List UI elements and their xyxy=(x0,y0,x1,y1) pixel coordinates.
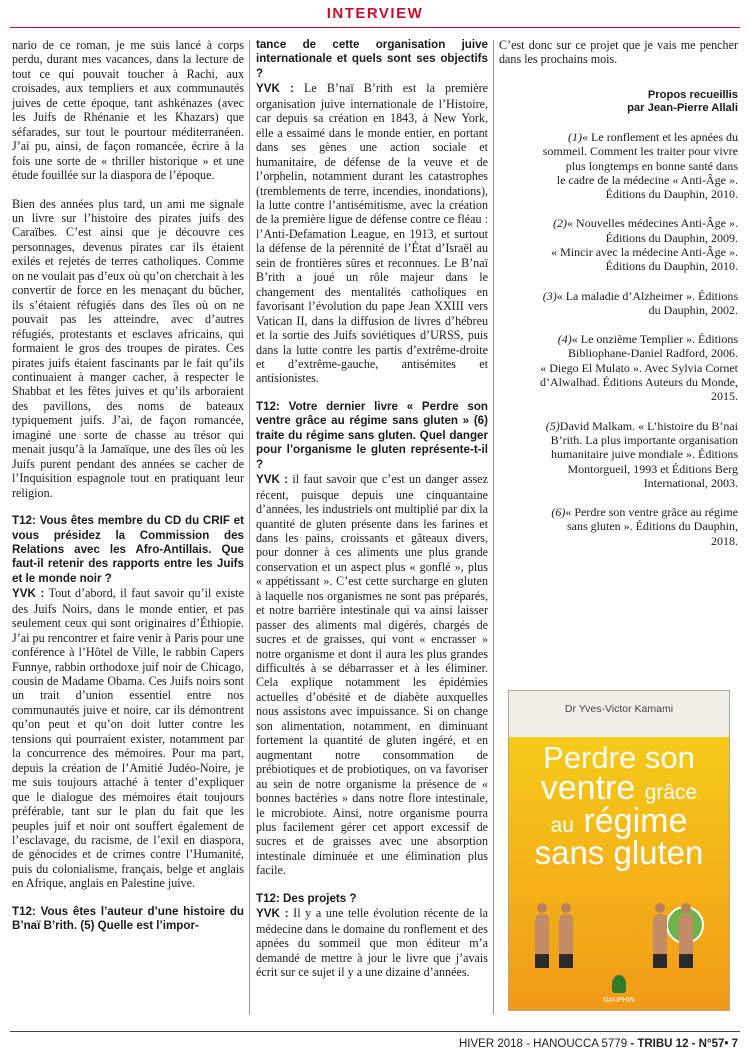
column-divider-2 xyxy=(493,40,494,1015)
reference-number: (2) xyxy=(553,216,568,231)
footer-magazine: - TRIBU 12 - N°57• 7 xyxy=(630,1038,738,1050)
footer-issue: HIVER 2018 - HANOUCCA 5779 xyxy=(459,1038,628,1050)
question: T12: Vous êtes l’auteur d’une histoire du B’naï B’rith. (5) Quelle est l’impor- xyxy=(12,904,244,933)
reference-line: Montorgueil, 1993 et Éditions Berg xyxy=(567,461,738,476)
reference-line: « La maladie d’Alzheimer ». Éditions xyxy=(556,288,738,303)
cover-title-word: grâce xyxy=(644,781,698,805)
footer-rule xyxy=(10,1031,740,1032)
speaker-label: YVK : xyxy=(256,473,289,487)
question: T12: Votre dernier livre « Perdre son ventre grâce au régime sans gluten » (6) traite du régime sans gluten. Quel danger pour l’organisme le gluten représente-t-il ? xyxy=(256,399,488,471)
book-cover-image xyxy=(509,691,729,1010)
reference-line: le cadre de la médecine « Anti-Âge ». xyxy=(556,172,738,187)
reference-line: « Nouvelles médecines Anti-Âge ». xyxy=(567,216,738,231)
cover-publisher: DAUPHIN xyxy=(603,997,635,1004)
reference-number: (3) xyxy=(542,288,557,303)
reference-line: « Diego El Mulato ». Avec Sylvia Cornet xyxy=(540,360,738,375)
reference-line: 2018. xyxy=(711,533,738,548)
cover-title-word: ventre xyxy=(540,769,636,808)
answer-text: Le B’naï B’rith est la première organisation juive internationale de l’Histoire, car depuis sa création en 1843, à New York, elle a essaimé dans le monde entier, en portant dans ses gènes une action sociale et humanitaire, de défense de la veuve et de l’orphelin, notamment durant les catastrophes (tremblements de terre, incendies, inondations), la lutte contre l’antisémitisme, avec la création de la première ligue de défense contre ce fléau : l’Anti-Defamation League, en 1913, et surtout la défense de la pérennité de l’État d’Israël au sein de frontières sûres et reconnues. Le B’naï B’rith a joué un rôle majeur dans le changement des mentalités catholiques en favorisant l’évolution du pape Jean XXIII vers Vatican II, dans la diffusion de livres d’hébreu et la sortie des Juifs soviétiques d’URSS, puis dans la lutte contre les partis d’extrême-droite et d’extrême-gauche, antisémites et antisionistes. xyxy=(256,81,489,386)
section-label: INTERVIEW xyxy=(326,5,424,22)
reference-line: B’rith. La plus importante organisation xyxy=(550,432,738,447)
answer xyxy=(256,81,488,386)
reference-first-line xyxy=(499,216,738,230)
header-rule xyxy=(10,27,740,28)
reference-note xyxy=(499,332,738,403)
paragraph: nario de ce roman, je me suis lancé à corps perdu, durant mes vacances, dans la lecture de tout ce qui pouvait toucher à Rachi, aux croisades, aux templiers et aux communautés juives de cette époque, tant ashkénazes (avec les Juifs de Rhénanie et les Khazars) que séfarades, sur tout le pourtour méditerranéen. J’ai pu, ainsi, de façon romancée, écrire à la fois une sorte de « thriller historique » et une étude fouillée sur la diaspora de l’époque. xyxy=(12,38,244,183)
reference-line: Éditions du Dauphin, 2010. xyxy=(605,259,738,274)
reference-note xyxy=(499,505,738,548)
column-3 xyxy=(499,38,738,563)
answer-text: Tout d’abord, il faut savoir qu’il existe des Juifs Noirs, dans le monde entier, et pas seulement ceux qui sont originaires d’Éthiopie. J’ai pu rencontrer et faire venir à Paris pour une conférence à l’Hôtel de Ville, le rabbin Capers Funnye, rabbin orthodoxe juif noir de Chicago, cousin de Madame Obama. Ces Juifs noirs sont un trait d’union essentiel entre nos communautés juive et noire, car ils démontrent qu’on peut et qu’on doit lutter contre les tensions qui pourraient exister, notamment par la concurrence des mémoires. Pour ma part, depuis la création de l’Amitié Judéo-Noire, je me suis toujours attaché à tenter d’expliquer que le dialogue des mémoires était toujours préférable, tant sur le plan du fait que les peuples juif et noir ont souffert également de l’esclavage, du racisme, de l’exil en diaspora, de génocides et de crimes contre l’Humanité, puis du colonialisme, français, belge et anglais en Afrique, anglais en Palestine juive. xyxy=(12,586,244,891)
person-figure-icon xyxy=(531,903,553,968)
interview-credit xyxy=(499,89,738,116)
reference-number: (4) xyxy=(557,332,572,347)
answer xyxy=(256,472,488,878)
column-2 xyxy=(256,38,488,980)
reference-note xyxy=(499,130,738,201)
reference-number: (6) xyxy=(551,505,566,520)
credit-line: Propos recueillis xyxy=(647,88,738,101)
question: T12: Des projets ? xyxy=(256,891,357,905)
speaker-label: YVK : xyxy=(12,587,45,601)
reference-first-line xyxy=(499,419,738,433)
reference-line: Éditions du Dauphin, 2009. xyxy=(605,230,738,245)
reference-line: sans gluten ». Éditions du Dauphin, xyxy=(567,519,738,534)
reference-line: « Le onzième Templier ». Éditions xyxy=(571,332,738,347)
section-header xyxy=(0,0,750,28)
reference-first-line xyxy=(499,332,738,346)
reference-line: Bibliophane-Daniel Radford, 2006. xyxy=(568,346,738,361)
reference-line: « Mincir avec la médecine Anti-Âge ». xyxy=(551,244,738,259)
reference-first-line xyxy=(499,505,738,519)
question-continued: tance de cette organisation juive internationale et quels sont ses objectifs ? xyxy=(256,38,488,80)
person-figure-icon xyxy=(555,903,577,968)
reference-note xyxy=(499,289,738,318)
answer-continued: C’est donc sur ce projet que je vais me pencher dans les prochains mois. xyxy=(499,38,738,67)
reference-number: (5) xyxy=(545,418,560,433)
reference-line: 2015. xyxy=(711,389,738,404)
column-1 xyxy=(12,38,244,934)
answer xyxy=(256,906,488,979)
reference-note xyxy=(499,419,738,490)
reference-line: du Dauphin, 2002. xyxy=(648,302,738,317)
answer-text: Il y a une telle évolution récente de la médecine dans le domaine du ronflement et des apnées du sommeil que mon éditeur m’a demandé de mettre à jour le livre que j’avais écrit sur ce sujet il y a une dizaine d’années. xyxy=(256,906,489,980)
question: T12: Vous êtes membre du CD du CRIF et vous présidez la Commission des Relations avec les Afro-Antillais. Que faut-il retenir des rapports entre les Juifs et le monde noir ? xyxy=(12,514,244,585)
person-figure-icon xyxy=(649,903,671,968)
reference-line: « Perdre son ventre grâce au régime xyxy=(565,505,738,520)
cover-title xyxy=(509,740,729,872)
speaker-label: YVK : xyxy=(256,907,289,921)
reference-first-line xyxy=(499,289,738,303)
person-figure-icon xyxy=(675,903,697,968)
references-list xyxy=(499,130,738,548)
answer xyxy=(12,586,244,891)
column-divider-1 xyxy=(249,40,250,1015)
reference-line: sommeil. Comment les traiter pour vivre xyxy=(542,144,738,159)
reference-line: International, 2003. xyxy=(643,475,738,490)
reference-line: Éditions du Dauphin, 2010. xyxy=(605,187,738,202)
dauphin-logo-icon xyxy=(612,975,626,993)
credit-line: par Jean-Pierre Allali xyxy=(627,102,738,115)
speaker-label: YVK : xyxy=(256,82,294,96)
cover-author: Dr Yves-Victor Kamami xyxy=(564,703,674,715)
cover-title-line: Perdre son xyxy=(543,740,695,775)
paragraph: Bien des années plus tard, un ami me signale un livre sur l’histoire des pirates juifs des Caraïbes. C’est ainsi que je découvre ces personnages, devenus pirates car ils étaient exilés et rejetés de terres catholiques. Comme on ne voulait pas d’eux où qu’on cherchait à les convertir de force en les menaçant du bûcher, ils s’étaient réfugiés dans des îles où on ne pouvait pas les atteindre, avec d’autres réfugiés, protestants et esclaves africains, qui formaient le gros des troupes de pirates. Ces pirates juifs étaient fascinants par le fait qu’ils continuaient à manger cacher, à respecter le Shabbat et les fêtes juives et qu’ils arboraient des pavillons, des noms de bateaux typiquement juifs. J’ai, de façon romancée, imaginé une sorte de chasse au trésor qui menait jusqu’à la Jamaïque, une des îles où les Juifs purent pendant des années se cacher de l’Inquisition espagnole tout en pratiquant leur religion. xyxy=(12,196,244,500)
reference-line: « Le ronflement et les apnées du xyxy=(582,129,738,144)
answer-text: il faut savoir que c’est un danger assez récent, puisque depuis une cinquantaine d’années, les industriels ont multiplié par dix la quantité de gluten présente dans les farines et dans les pains, croissants et gâteaux divers, pour donner à ces aliments une plus grande conservation et un aspect plus « gonflé », plus « appétissant ». C’est cette surcharge en gluten à laquelle nos organismes ne sont pas préparés, et notre barrière intestinale qui va ainsi laisser passer des aliments mal digérés, chargés de sucres et de graisses, qui vont « encrasser » notre organisme et dont il aura les plus grandes difficultés à se débarrasser et à les éliminer. Cela explique notamment les épidémies actuelles d’obésité et de diabète auxquelles nous assistons avec impuissance. Si on change son alimentation, notamment, en diminuant fortement la quantité de gluten ingéré, et en augmentant notre consommation de prébiotiques et de probiotiques, on va favoriser au sein de notre organisme la présence de « bonnes bactéries » dans notre flore intestinale, le microbiote. Ainsi, notre organisme pourra plus facilement gérer cet apport excessif de sucres et de graisses avec une absorption intestinale diminuée et une élimination plus facile. xyxy=(256,472,489,878)
reference-line: plus longtemps en bonne santé dans xyxy=(565,158,738,173)
reference-line: humanitaire juive mondiale ». Éditions xyxy=(551,447,738,462)
reference-note xyxy=(499,216,738,273)
reference-number: (1) xyxy=(568,129,583,144)
reference-line: David Malkam. « L’histoire du B’nai xyxy=(559,418,738,433)
cover-title-line: sans gluten xyxy=(534,834,704,872)
cover-title-line xyxy=(509,769,729,808)
reference-first-line xyxy=(499,130,738,144)
cover-title-word: régime xyxy=(583,801,688,840)
page-footer xyxy=(459,1038,738,1050)
cover-title-word: au xyxy=(550,813,574,837)
reference-line: d’Alwalhad. Éditions Auteurs du Monde, xyxy=(540,375,738,390)
cover-title-line xyxy=(509,801,729,840)
